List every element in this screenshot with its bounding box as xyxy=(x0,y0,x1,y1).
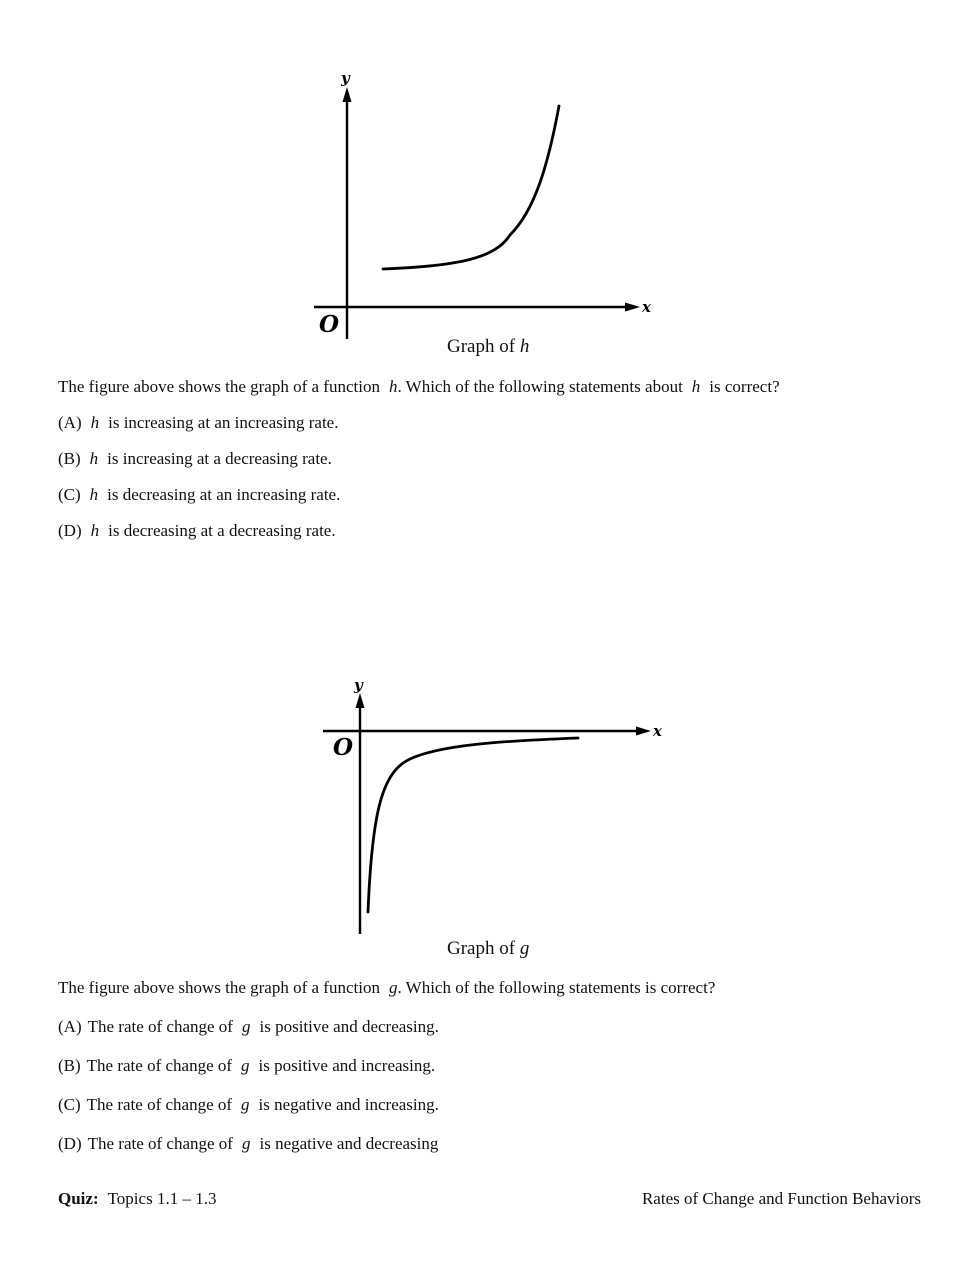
graph-g-caption xyxy=(447,938,529,960)
question1-choice-c[interactable] xyxy=(58,485,340,505)
footer-title xyxy=(642,1189,921,1209)
question2-choice-a[interactable] xyxy=(58,1017,439,1037)
graph-g-y-label: y xyxy=(354,676,363,694)
choice-text: is negative and decreasing xyxy=(259,1134,439,1153)
choice-prefix: The rate of change of xyxy=(86,1095,233,1114)
choice-text: is positive and increasing. xyxy=(258,1056,436,1075)
question2-stem xyxy=(58,978,715,998)
question2-choice-c[interactable] xyxy=(58,1095,439,1115)
graph-g-svg xyxy=(310,672,680,940)
graph-h-y-arrow xyxy=(343,87,352,102)
question1-choice-d[interactable] xyxy=(58,521,336,541)
question1-stem-before: The figure above shows the graph of a function xyxy=(58,377,380,396)
choice-letter: (A) xyxy=(58,1017,82,1036)
graph-g-caption-var: g xyxy=(519,938,530,959)
footer-title-text: Rates of Change and Function Behaviors xyxy=(641,1189,921,1208)
choice-var: g xyxy=(241,1095,250,1114)
graph-h-figure xyxy=(300,60,680,345)
question1-stem xyxy=(58,377,780,397)
choice-var: g xyxy=(241,1017,251,1036)
graph-h-svg xyxy=(300,60,680,345)
graph-h-caption-var: h xyxy=(519,336,530,357)
choice-letter: (D) xyxy=(58,521,82,540)
question1-choice-a[interactable] xyxy=(58,413,338,433)
choice-text: is positive and decreasing. xyxy=(259,1017,439,1036)
choice-letter: (D) xyxy=(58,1134,82,1153)
question2-choice-b[interactable] xyxy=(58,1056,435,1076)
choice-var: h xyxy=(90,521,100,540)
choice-var: h xyxy=(90,413,100,432)
graph-h-curve xyxy=(383,106,559,269)
choice-letter: (C) xyxy=(58,485,81,504)
choice-var: h xyxy=(89,449,99,468)
choice-text: is decreasing at an increasing rate. xyxy=(107,485,341,504)
graph-h-origin-label: O xyxy=(319,311,340,338)
question1-choice-b[interactable] xyxy=(58,449,332,469)
question1-stem-var2: h xyxy=(691,377,701,396)
choice-letter: (C) xyxy=(58,1095,81,1114)
choice-text: is increasing at a decreasing rate. xyxy=(107,449,332,468)
graph-g-y-arrow xyxy=(356,693,365,708)
question2-choice-d[interactable] xyxy=(58,1134,438,1154)
choice-text: is decreasing at a decreasing rate. xyxy=(108,521,336,540)
footer-topics: Topics 1.1 – 1.3 xyxy=(107,1189,217,1208)
choice-letter: (B) xyxy=(58,1056,81,1075)
choice-text: is negative and increasing. xyxy=(258,1095,439,1114)
graph-h-x-arrow xyxy=(625,303,640,312)
graph-g-x-arrow xyxy=(636,727,651,736)
footer-quiz-label: Quiz: xyxy=(58,1189,99,1208)
question1-stem-after: is correct? xyxy=(709,377,780,396)
graph-h-caption xyxy=(447,336,529,358)
footer-quiz-info xyxy=(58,1189,216,1209)
choice-prefix: The rate of change of xyxy=(87,1017,233,1036)
choice-prefix: The rate of change of xyxy=(87,1134,233,1153)
graph-g-figure xyxy=(310,672,680,940)
graph-g-curve xyxy=(368,738,578,912)
graph-h-x-label: x xyxy=(642,298,651,316)
choice-var: g xyxy=(241,1056,250,1075)
graph-g-x-label: x xyxy=(653,722,662,740)
choice-text: is increasing at an increasing rate. xyxy=(108,413,339,432)
choice-var: h xyxy=(89,485,99,504)
question2-stem-after: . Which of the following statements is correct? xyxy=(397,978,716,997)
choice-letter: (B) xyxy=(58,449,81,468)
question2-stem-var1: g xyxy=(388,978,398,997)
choice-prefix: The rate of change of xyxy=(86,1056,233,1075)
graph-g-origin-label: O xyxy=(333,734,354,761)
graph-g-caption-prefix: Graph of xyxy=(447,938,516,959)
question1-stem-var1: h xyxy=(388,377,398,396)
graph-h-y-label: y xyxy=(341,69,350,87)
choice-letter: (A) xyxy=(58,413,82,432)
graph-h-caption-prefix: Graph of xyxy=(447,336,516,357)
choice-var: g xyxy=(241,1134,251,1153)
question1-stem-middle: . Which of the following statements about xyxy=(397,377,683,396)
question2-stem-before: The figure above shows the graph of a function xyxy=(58,978,380,997)
